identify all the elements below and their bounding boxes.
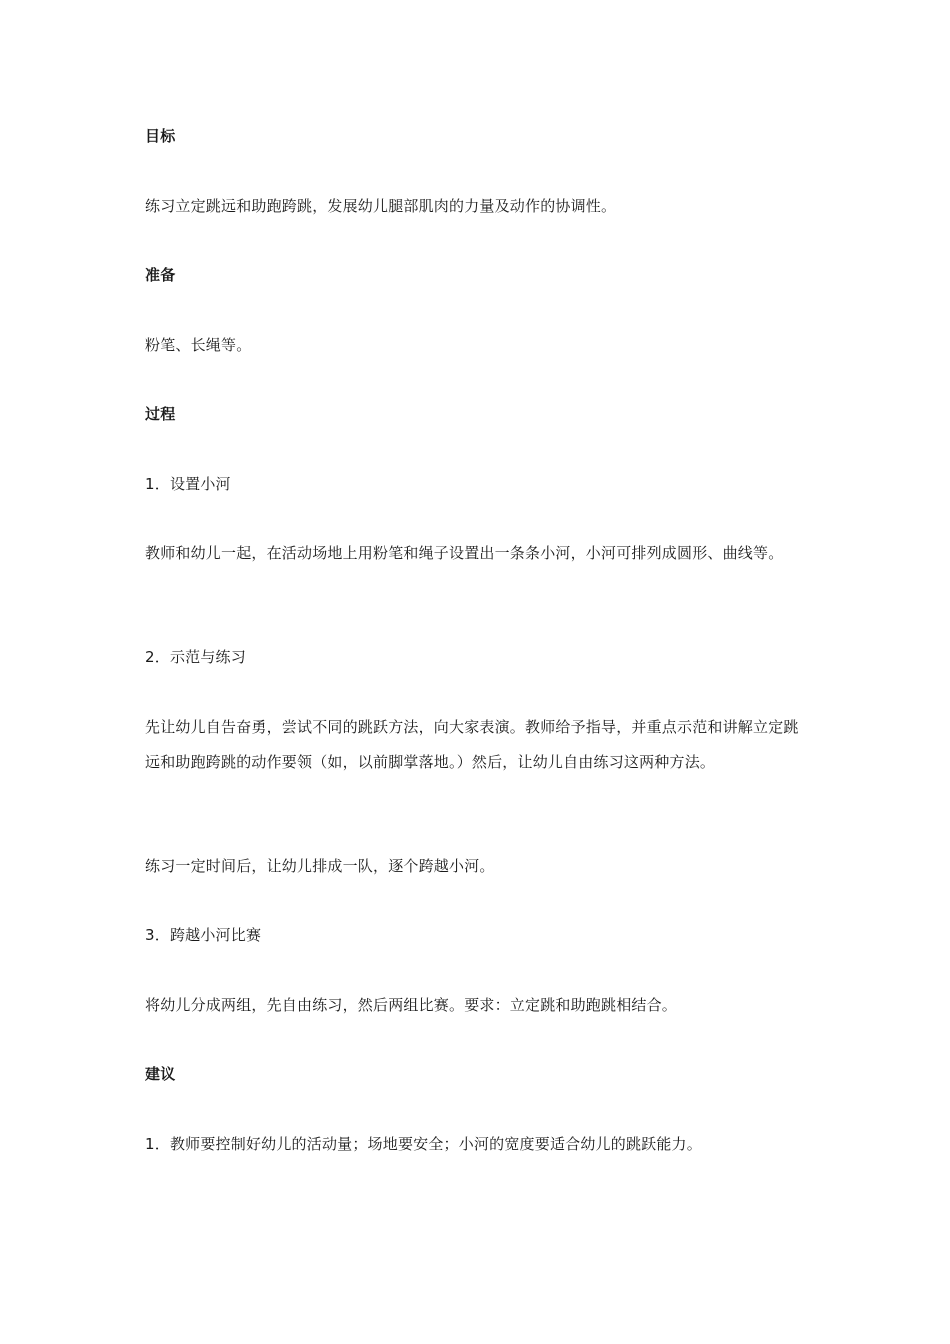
step2-text: 先让幼儿自告奋勇，尝试不同的跳跃方法，向大家表演。教师给予指导，并重点示范和讲解立定跳远和助跑跨跳的动作要领（如，以前脚掌落地。）然后，让幼儿自由练习这两种方法。 xyxy=(145,718,799,771)
goal-text: 练习立定跳远和助跑跨跳，发展幼儿腿部肌肉的力量及动作的协调性。 xyxy=(145,197,617,215)
prep-heading: 准备 xyxy=(145,266,176,284)
process-heading: 过程 xyxy=(145,405,176,423)
step1-text: 教师和幼儿一起，在活动场地上用粉笔和绳子设置出一条条小河，小河可排列成圆形、曲线等。 xyxy=(145,544,784,562)
step2-text2: 练习一定时间后，让幼儿排成一队，逐个跨越小河。 xyxy=(145,857,495,875)
advice-item1: 1．教师要控制好幼儿的活动量；场地要安全；小河的宽度要适合幼儿的跳跃能力。 xyxy=(145,1135,702,1153)
step1-title: 1．设置小河 xyxy=(145,475,231,493)
goal-heading: 目标 xyxy=(145,127,176,145)
step2-title: 2．示范与练习 xyxy=(145,648,246,666)
step3-title: 3．跨越小河比赛 xyxy=(145,926,262,944)
advice-heading: 建议 xyxy=(145,1065,176,1083)
prep-text: 粉笔、长绳等。 xyxy=(145,336,252,354)
step3-text: 将幼儿分成两组，先自由练习，然后两组比赛。要求：立定跳和助跑跳相结合。 xyxy=(145,996,678,1014)
